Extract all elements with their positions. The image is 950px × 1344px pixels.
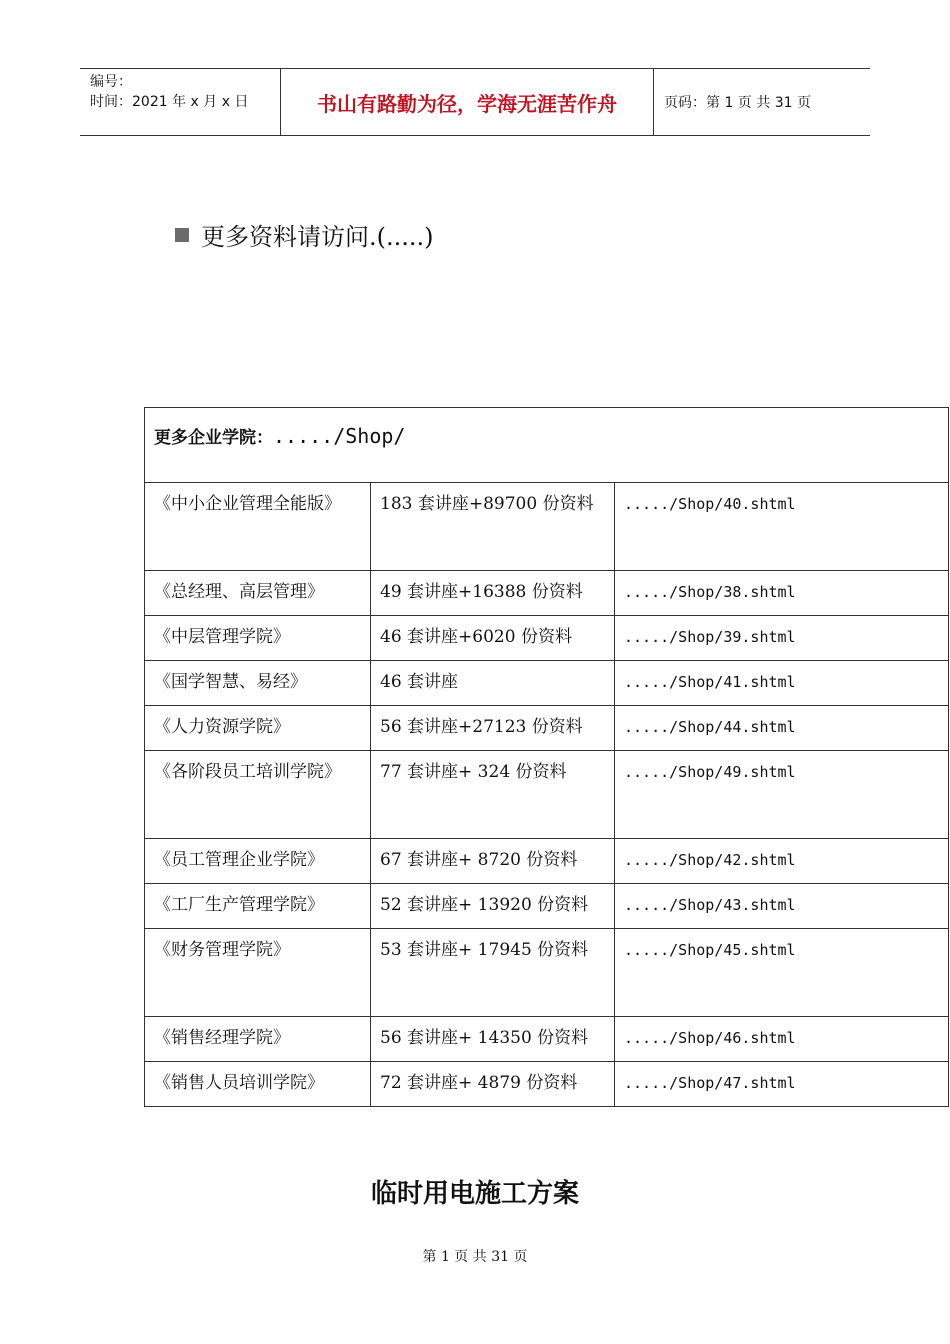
header-time-label: 时间：2021 年 x 月 x 日 bbox=[90, 94, 249, 110]
shop-table bbox=[144, 407, 949, 1107]
course-name: 《各阶段员工培训学院》 bbox=[145, 751, 371, 839]
course-description: 183 套讲座+89700 份资料 bbox=[371, 483, 615, 571]
visit-line bbox=[175, 217, 434, 252]
course-url[interactable]: ...../Shop/41.shtml bbox=[615, 661, 949, 706]
course-name: 《中小企业管理全能版》 bbox=[145, 483, 371, 571]
header-number-label: 编号： bbox=[90, 74, 132, 90]
table-row bbox=[145, 1062, 949, 1107]
course-url[interactable]: ...../Shop/42.shtml bbox=[615, 839, 949, 884]
page-footer: 第 1 页 共 31 页 bbox=[422, 1249, 528, 1265]
table-header-label: 更多企业学院： bbox=[154, 428, 273, 448]
header-page-label: 页码：第 1 页 共 31 页 bbox=[664, 95, 811, 111]
course-url[interactable]: ...../Shop/39.shtml bbox=[615, 616, 949, 661]
table-row bbox=[145, 929, 949, 1017]
course-description: 56 套讲座+27123 份资料 bbox=[371, 706, 615, 751]
course-url[interactable]: ...../Shop/38.shtml bbox=[615, 571, 949, 616]
course-url[interactable]: ...../Shop/43.shtml bbox=[615, 884, 949, 929]
table-header-cell bbox=[145, 408, 949, 483]
course-description: 72 套讲座+ 4879 份资料 bbox=[371, 1062, 615, 1107]
course-name: 《总经理、高层管理》 bbox=[145, 571, 371, 616]
document-title: 临时用电施工方案 bbox=[370, 1179, 579, 1209]
course-description: 77 套讲座+ 324 份资料 bbox=[371, 751, 615, 839]
course-url[interactable]: ...../Shop/40.shtml bbox=[615, 483, 949, 571]
course-description: 46 套讲座+6020 份资料 bbox=[371, 616, 615, 661]
table-row bbox=[145, 706, 949, 751]
table-row bbox=[145, 661, 949, 706]
table-row bbox=[145, 483, 949, 571]
course-url[interactable]: ...../Shop/46.shtml bbox=[615, 1017, 949, 1062]
course-description: 56 套讲座+ 14350 份资料 bbox=[371, 1017, 615, 1062]
course-name: 《国学智慧、易经》 bbox=[145, 661, 371, 706]
square-bullet-icon bbox=[175, 228, 189, 242]
table-row bbox=[145, 1017, 949, 1062]
course-description: 67 套讲座+ 8720 份资料 bbox=[371, 839, 615, 884]
table-header-link[interactable]: ...../Shop/ bbox=[273, 424, 406, 448]
table-row bbox=[145, 616, 949, 661]
header-meta bbox=[80, 69, 281, 135]
course-description: 53 套讲座+ 17945 份资料 bbox=[371, 929, 615, 1017]
course-name: 《人力资源学院》 bbox=[145, 706, 371, 751]
course-name: 《销售经理学院》 bbox=[145, 1017, 371, 1062]
course-url[interactable]: ...../Shop/44.shtml bbox=[615, 706, 949, 751]
table-row bbox=[145, 751, 949, 839]
course-description: 46 套讲座 bbox=[371, 661, 615, 706]
header-motto: 书山有路勤为径，学海无涯苦作舟 bbox=[281, 69, 654, 135]
table-row bbox=[145, 884, 949, 929]
course-name: 《中层管理学院》 bbox=[145, 616, 371, 661]
course-name: 《销售人员培训学院》 bbox=[145, 1062, 371, 1107]
table-row bbox=[145, 839, 949, 884]
course-name: 《工厂生产管理学院》 bbox=[145, 884, 371, 929]
course-description: 52 套讲座+ 13920 份资料 bbox=[371, 884, 615, 929]
visit-text[interactable]: 更多资料请访问.(.....) bbox=[201, 223, 434, 251]
table-row bbox=[145, 571, 949, 616]
course-url[interactable]: ...../Shop/47.shtml bbox=[615, 1062, 949, 1107]
course-description: 49 套讲座+16388 份资料 bbox=[371, 571, 615, 616]
course-name: 《财务管理学院》 bbox=[145, 929, 371, 1017]
course-url[interactable]: ...../Shop/49.shtml bbox=[615, 751, 949, 839]
table-header-row bbox=[145, 408, 949, 483]
course-url[interactable]: ...../Shop/45.shtml bbox=[615, 929, 949, 1017]
course-name: 《员工管理企业学院》 bbox=[145, 839, 371, 884]
document-header bbox=[80, 68, 870, 136]
